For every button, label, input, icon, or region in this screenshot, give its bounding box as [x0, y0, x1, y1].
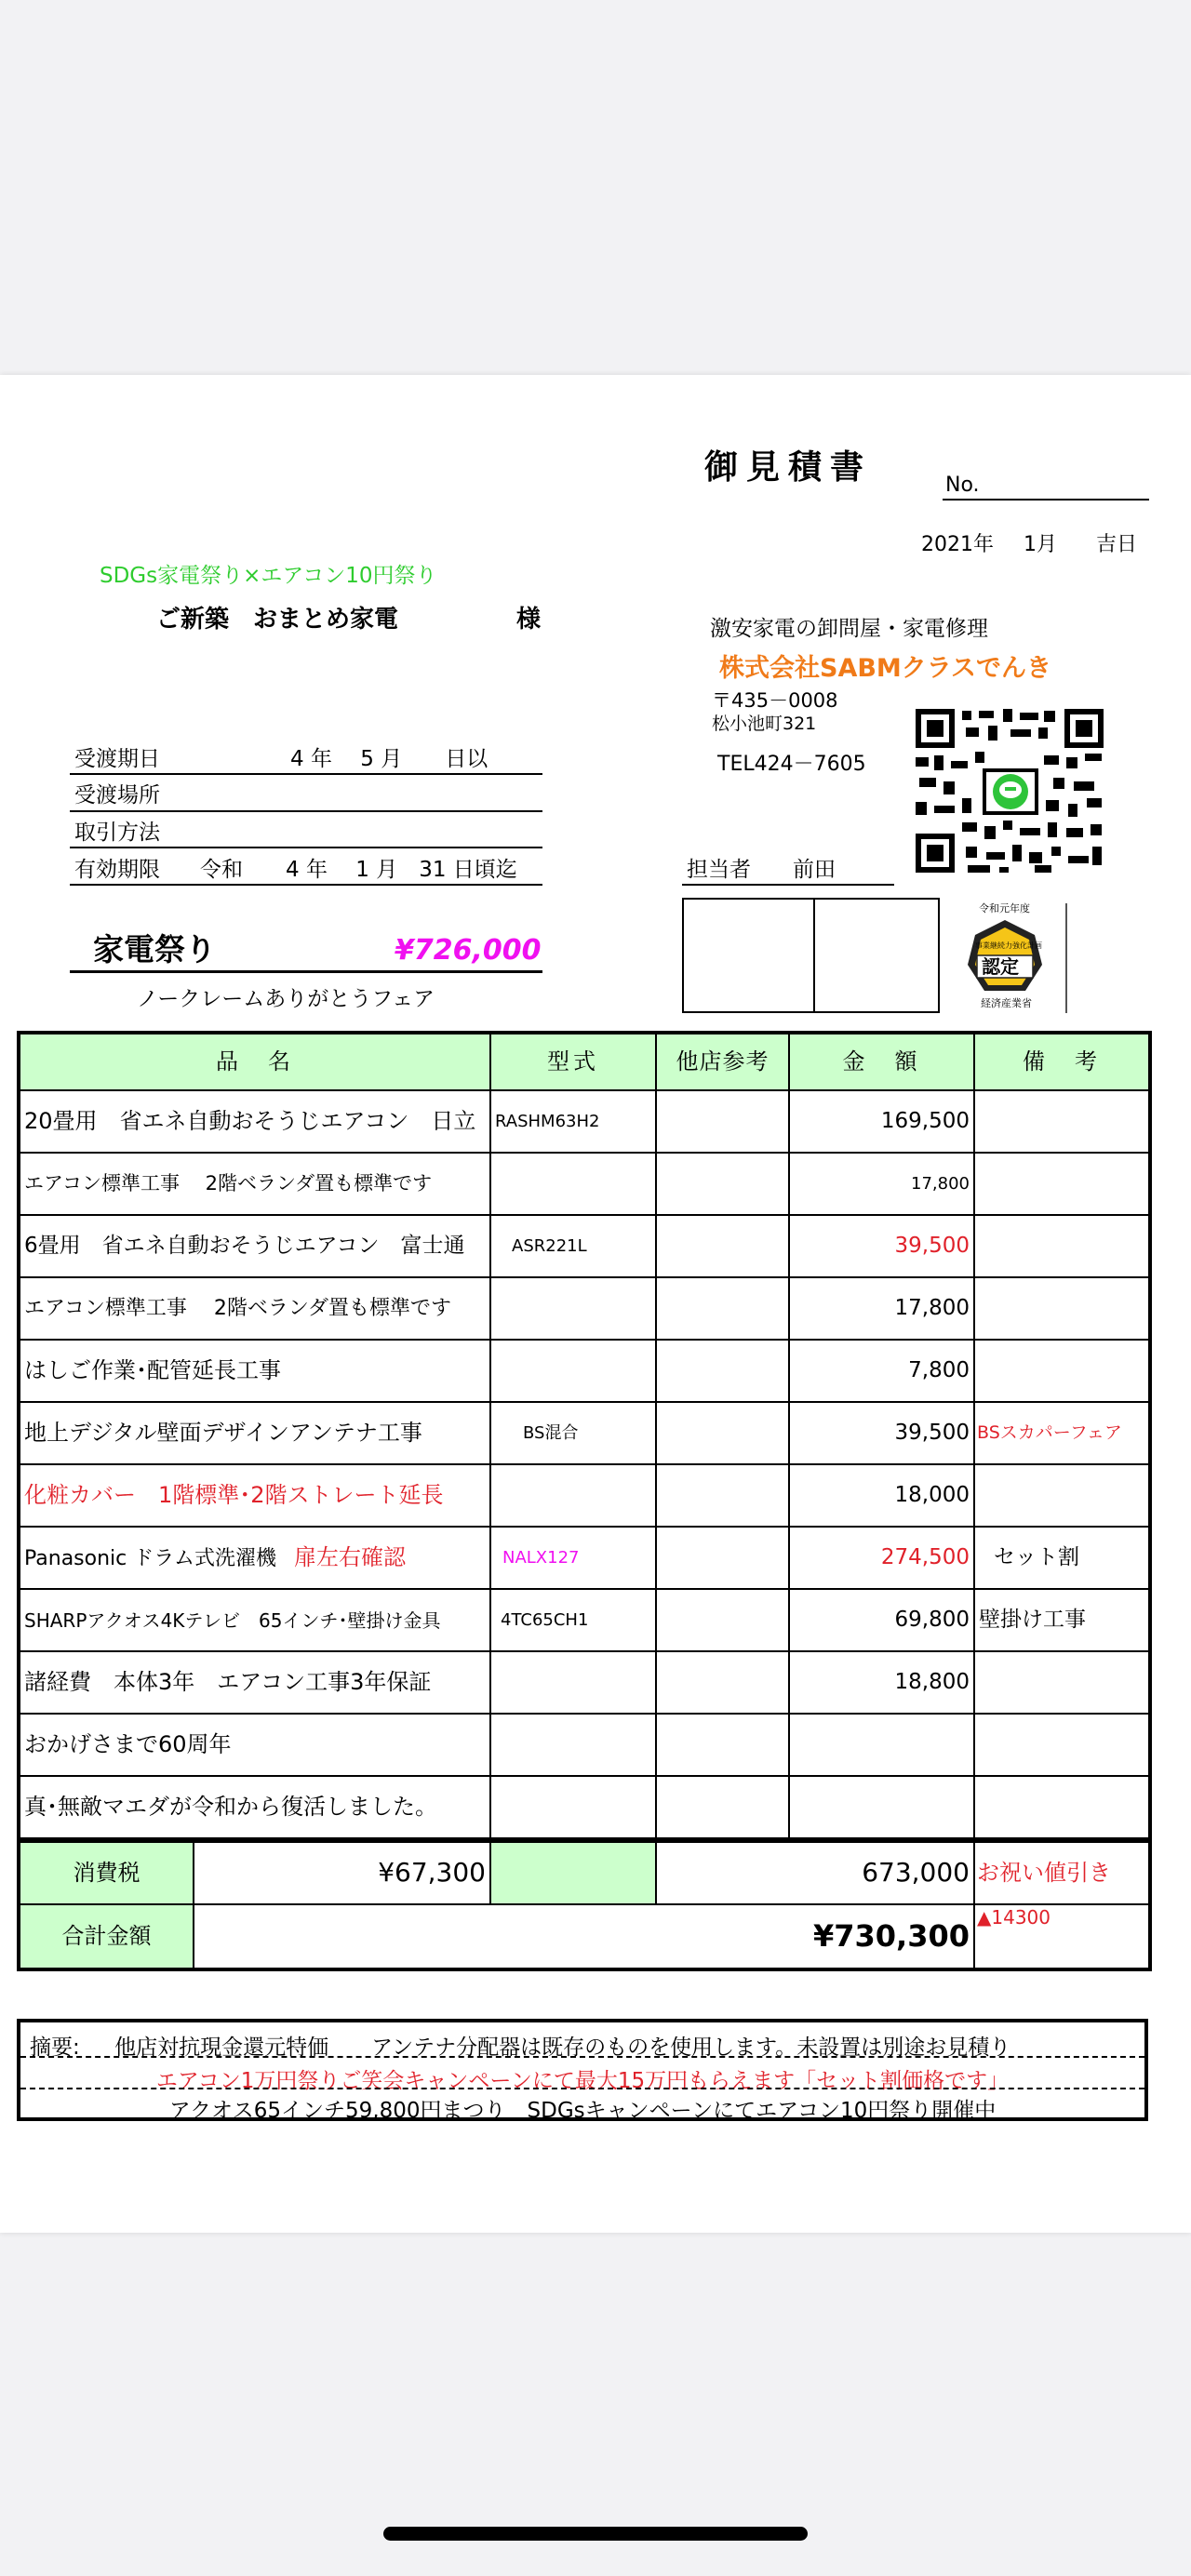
summary-box	[17, 2019, 1148, 2121]
row-reference	[656, 1714, 789, 1776]
row-reference	[656, 1340, 789, 1402]
table-row	[19, 1090, 1150, 1153]
company-address: 松小池町321	[712, 714, 817, 734]
row-item-name: エアコン標準工事 2階ベランダ置も標準です	[19, 1277, 490, 1340]
row-note	[974, 1153, 1150, 1215]
row-amount: 17,800	[789, 1277, 974, 1340]
table-row	[19, 1340, 1150, 1402]
home-indicator[interactable]	[383, 2527, 808, 2541]
row-model	[490, 1277, 656, 1340]
quote-document	[0, 375, 1191, 2233]
row-model: NALX127	[490, 1527, 656, 1589]
col-header-reference: 他店参考	[656, 1033, 789, 1090]
row-item-name: 6畳用 省エネ自動おそうじエアコン 富士通	[19, 1215, 490, 1277]
qr-code-icon	[914, 707, 1105, 874]
row-item-name: 20畳用 省エネ自動おそうじエアコン 日立	[19, 1090, 490, 1153]
table-row	[19, 1464, 1150, 1527]
row-reference	[656, 1464, 789, 1527]
field-label-validity: 有効期限	[74, 858, 160, 882]
field-label-delivery-place: 受渡場所	[74, 783, 160, 808]
company-tagline: 激安家電の卸問屋・家電修理	[710, 617, 988, 641]
highlight-name: 家電祭り	[93, 931, 216, 968]
row-model	[490, 1153, 656, 1215]
row-amount: 169,500	[789, 1090, 974, 1153]
row-reference	[656, 1527, 789, 1589]
total-value: ¥730,300	[194, 1904, 974, 1969]
row-item-name: 地上デジタル壁面デザインアンテナ工事	[19, 1402, 490, 1464]
row-amount: 39,500	[789, 1402, 974, 1464]
field-label-payment-method: 取引方法	[74, 821, 160, 845]
col-header-notes: 備 考	[974, 1033, 1150, 1090]
row-amount: 17,800	[789, 1153, 974, 1215]
row-item-name: SHARPアクオス4Kテレビ 65インチ･壁掛け金具	[19, 1589, 490, 1651]
field-value-validity: 令和 4 年 1 月 31 日頃迄	[200, 858, 517, 882]
row-note: セット割	[974, 1527, 1150, 1589]
staff-name: 前田	[793, 858, 836, 882]
row-item-name: はしご作業･配管延長工事	[19, 1340, 490, 1402]
row-model: 4TC65CH1	[490, 1589, 656, 1651]
tax-empty-cell	[490, 1842, 656, 1904]
stamp-box-1	[682, 898, 815, 1013]
row-note	[974, 1215, 1150, 1277]
staff-label: 担当者	[687, 858, 751, 882]
table-row	[19, 1589, 1150, 1651]
row-model: BS混合	[490, 1402, 656, 1464]
row-amount: 7,800	[789, 1340, 974, 1402]
row-note	[974, 1776, 1150, 1839]
discount-amount: ▲14300	[974, 1904, 1150, 1969]
summary-text-1: 他店対抗現金還元特価 アンテナ分配器は既存のものを使用します。未設置は別途お見積り	[114, 2035, 1011, 2060]
tax-label: 消費税	[19, 1842, 194, 1904]
row-item-name: エアコン標準工事 2階ベランダ置も標準です	[19, 1153, 490, 1215]
row-note: BSスカパーフェア	[974, 1402, 1150, 1464]
row-model	[490, 1464, 656, 1527]
row-note	[974, 1714, 1150, 1776]
table-row	[19, 1651, 1150, 1714]
row-item-name: おかげさまで60周年	[19, 1714, 490, 1776]
row-amount: 39,500	[789, 1215, 974, 1277]
table-row	[19, 1277, 1150, 1340]
row-model: RASHM63H2	[490, 1090, 656, 1153]
table-row	[19, 1215, 1150, 1277]
row-note	[974, 1090, 1150, 1153]
row-item-name: 化粧カバー 1階標準･2階ストレート延長	[19, 1464, 490, 1527]
campaign-title: SDGs家電祭り×エアコン10円祭り	[100, 564, 437, 588]
customer-name: ご新築 おまとめ家電	[156, 606, 399, 634]
badge-main-text: 認定	[982, 955, 1019, 978]
tax-value: ¥67,300	[194, 1842, 490, 1904]
summary-label: 摘要:	[30, 2035, 80, 2060]
row-model	[490, 1714, 656, 1776]
row-reference	[656, 1153, 789, 1215]
items-table	[17, 1031, 1148, 1971]
subtotal-value: 673,000	[656, 1842, 974, 1904]
row-amount: 18,000	[789, 1464, 974, 1527]
row-note	[974, 1651, 1150, 1714]
field-label-delivery-date: 受渡期日	[74, 747, 160, 771]
row-model: ASR221L	[490, 1215, 656, 1277]
col-header-amount: 金 額	[789, 1033, 974, 1090]
row-reference	[656, 1277, 789, 1340]
row-note: 壁掛け工事	[974, 1589, 1150, 1651]
table-row	[19, 1714, 1150, 1776]
row-reference	[656, 1090, 789, 1153]
company-tel: TEL424－7605	[717, 753, 866, 776]
total-label: 合計金額	[19, 1904, 194, 1969]
row-amount: 69,800	[789, 1589, 974, 1651]
quote-number-label: No.	[945, 474, 980, 497]
badge-year: 令和元年度	[979, 902, 1030, 914]
row-reference	[656, 1402, 789, 1464]
date-month: 1月	[1024, 533, 1057, 556]
row-item-name: 諸経費 本体3年 エアコン工事3年保証	[19, 1651, 490, 1714]
row-amount: 274,500	[789, 1527, 974, 1589]
table-row	[19, 1402, 1150, 1464]
badge-ring-text: 事業継続力強化計画	[975, 941, 1042, 950]
row-reference	[656, 1651, 789, 1714]
row-item-name: 真･無敵マエダが令和から復活しました。	[19, 1776, 490, 1839]
quote-number-underline	[943, 499, 1149, 501]
customer-honorific: 様	[516, 606, 542, 634]
row-reference	[656, 1776, 789, 1839]
table-row	[19, 1776, 1150, 1839]
row-amount	[789, 1776, 974, 1839]
col-header-item: 品 名	[19, 1033, 490, 1090]
date-day: 吉日	[1096, 533, 1138, 556]
highlight-subtitle: ノークレームありがとうフェア	[137, 987, 435, 1011]
row-item-name-cell	[19, 1527, 490, 1589]
date-year: 2021年	[921, 533, 994, 556]
row-item-name: Panasonic ドラム式洗濯機	[24, 1546, 277, 1570]
highlight-amount: ¥726,000	[395, 934, 542, 967]
total-row	[19, 1904, 1150, 1969]
row-model	[490, 1776, 656, 1839]
row-note	[974, 1277, 1150, 1340]
row-reference	[656, 1589, 789, 1651]
row-note	[974, 1464, 1150, 1527]
discount-note: お祝い値引き	[974, 1842, 1150, 1904]
certification-badge	[940, 900, 1070, 1017]
row-reference	[656, 1215, 789, 1277]
summary-text-3: アクオス65インチ59,800円まつり SDGsキャンペーンにてエアコン10円祭り開催中	[168, 2099, 997, 2123]
company-name: 株式会社SABMクラスでんき	[719, 654, 1051, 683]
field-value-delivery-date: 4 年 5 月 日以	[290, 747, 488, 771]
tax-row	[19, 1842, 1150, 1904]
row-item-name-extra: 扉左右確認	[294, 1543, 407, 1570]
row-amount: 18,800	[789, 1651, 974, 1714]
stamp-box-2	[813, 898, 940, 1013]
row-amount	[789, 1714, 974, 1776]
col-header-model: 型式	[490, 1033, 656, 1090]
row-model	[490, 1651, 656, 1714]
badge-ministry: 経済産業省	[981, 997, 1032, 1009]
table-row	[19, 1153, 1150, 1215]
table-header-row	[19, 1033, 1150, 1090]
row-note	[974, 1340, 1150, 1402]
document-title: 御見積書	[704, 448, 873, 487]
table-row	[19, 1527, 1150, 1589]
company-zip: 〒435－0008	[712, 689, 838, 712]
summary-text-2: エアコン1万円祭りご笑会キャンペーンにて最大15万円もらえます「セット割価格です」	[155, 2069, 1010, 2093]
row-model	[490, 1340, 656, 1402]
